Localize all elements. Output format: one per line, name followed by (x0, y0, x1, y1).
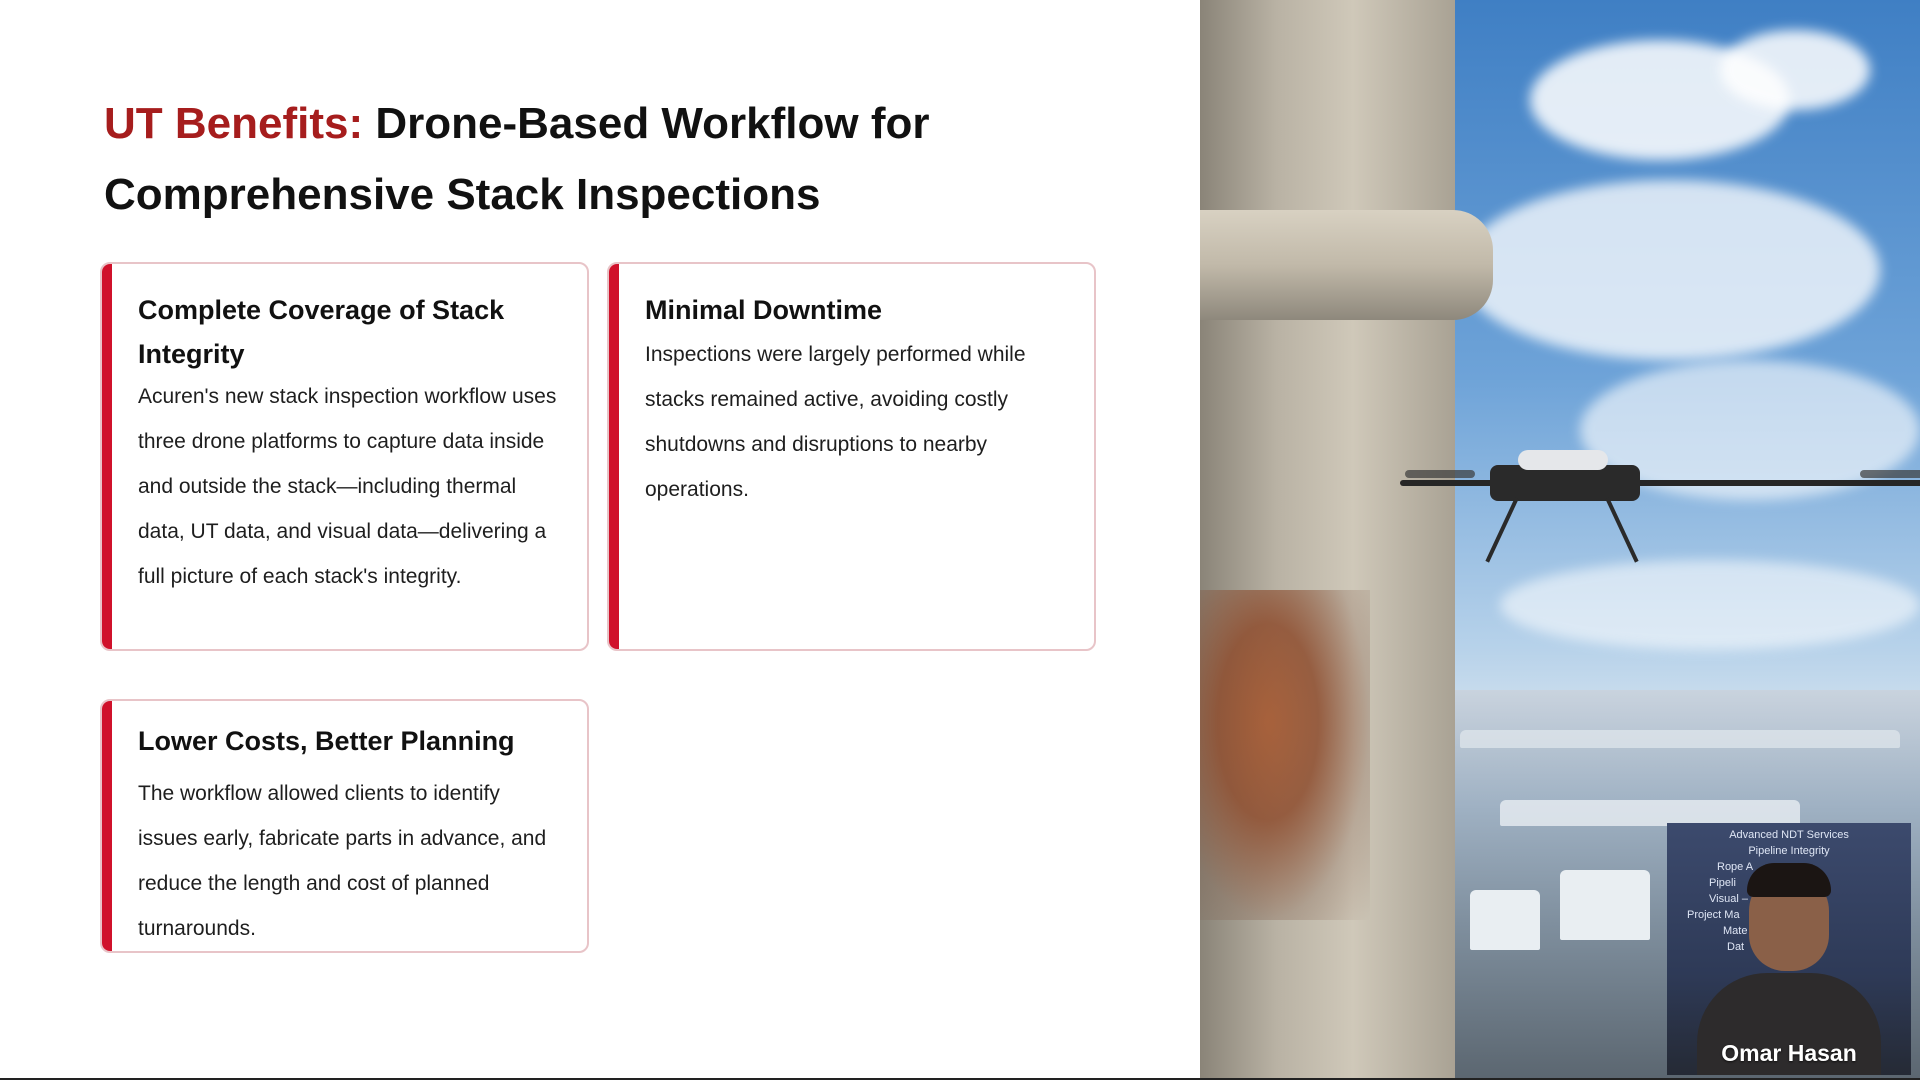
card-heading: Complete Coverage of Stack Integrity (138, 295, 505, 369)
drone-leg (1485, 497, 1518, 562)
rust-patch (1200, 590, 1370, 920)
benefit-card-coverage (100, 262, 589, 651)
card-heading: Minimal Downtime (645, 295, 883, 325)
backdrop-line: Visual – (1709, 893, 1748, 905)
drone-arm (1400, 480, 1920, 486)
card-body: The workflow allowed clients to identify issues early, fabricate parts in advance, and reduce the length and cost of planned turnarounds. (138, 782, 547, 940)
backdrop-line: Pipeline Integrity (1748, 845, 1830, 857)
cloud (1460, 180, 1880, 360)
building-row (1460, 730, 1900, 748)
backdrop-line: Mate (1723, 925, 1748, 937)
backdrop-line: Advanced NDT Services (1729, 829, 1849, 841)
backdrop-line: Project Ma (1687, 909, 1740, 921)
storage-tank (1560, 870, 1650, 940)
card-accent-bar (609, 264, 619, 649)
drone-leg (1605, 497, 1638, 562)
backdrop-line: Rope A (1717, 861, 1754, 873)
card-heading: Lower Costs, Better Planning (138, 726, 515, 756)
storage-tank (1470, 890, 1540, 950)
backdrop-line: Pipeli (1709, 877, 1736, 889)
drone-top (1518, 450, 1608, 470)
cloud (1720, 30, 1870, 110)
card-body: Acuren's new stack inspection workflow uses three drone platforms to capture data inside and outside the stack—including thermal data, UT data, and visual data—delivering a full picture of each stack's integrity. (138, 385, 557, 588)
card-accent-bar (102, 701, 112, 951)
backdrop-line: Dat (1727, 941, 1745, 953)
benefit-card-costs (100, 699, 589, 953)
slide-title (104, 88, 1104, 230)
presenter-webcam (1667, 823, 1911, 1075)
slide-title-accent: UT Benefits: (104, 99, 364, 148)
drone-body (1490, 465, 1640, 501)
card-accent-bar (102, 264, 112, 649)
presenter-name: Omar Hasan (1721, 1040, 1857, 1066)
card-body: Inspections were largely performed while stacks remained active, avoiding costly shutdowns and disruptions to nearby operations. (645, 343, 1026, 501)
stack-ring (1200, 210, 1493, 320)
propeller (1860, 470, 1920, 478)
slide-title-rest: Drone-Based Workflow for Comprehensive Stack Inspections (104, 99, 930, 219)
presenter-hair (1747, 863, 1831, 897)
cloud (1500, 560, 1920, 650)
propeller (1405, 470, 1475, 478)
benefit-card-downtime (607, 262, 1096, 651)
